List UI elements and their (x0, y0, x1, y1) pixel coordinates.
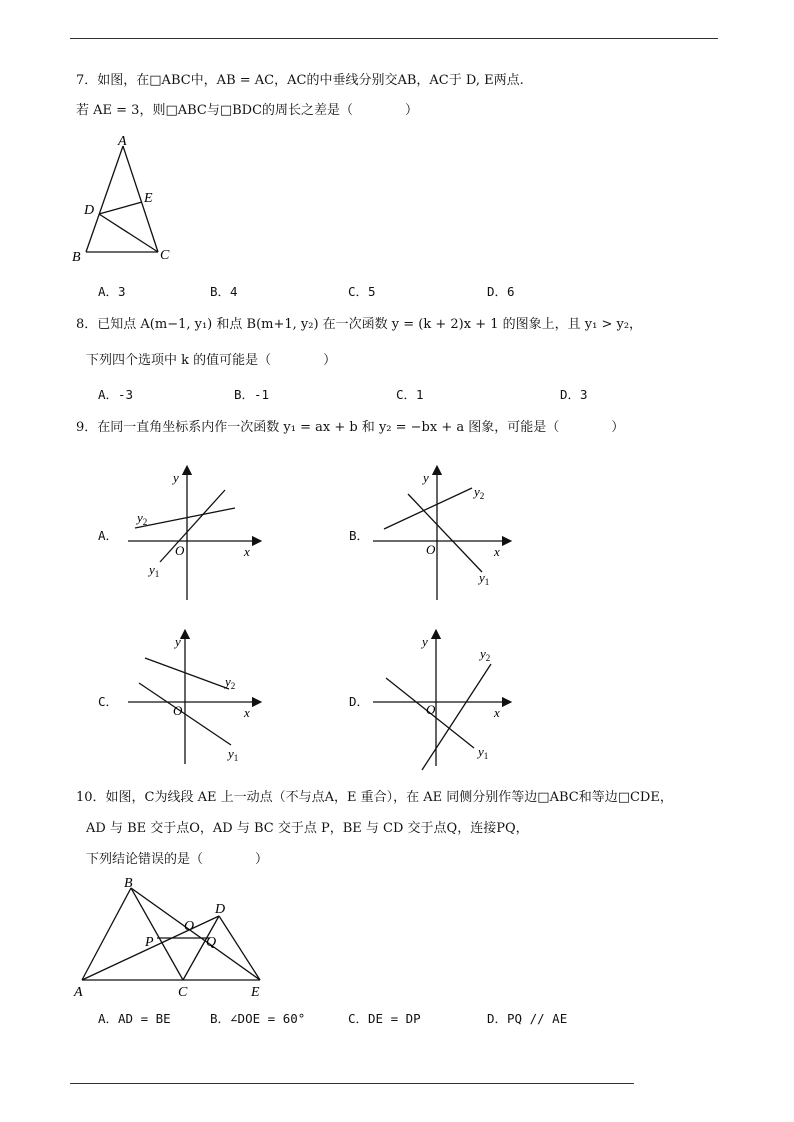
q7-line2: 若 AE = 3，则□ABC与□BDC的周长之差是（ ） (76, 103, 419, 118)
q9-graph-b-y-axis: y (423, 470, 429, 485)
q9-graph-d-y-axis: y (422, 634, 428, 649)
q7-label-A: A (118, 134, 127, 149)
q10-label-B: B (124, 876, 133, 891)
q9-graph-b-option[interactable]: B． (349, 528, 370, 543)
q9-graph-c-y-axis: y (175, 634, 181, 649)
q7-label-E: E (144, 191, 153, 206)
q9-graph-a-origin: O (175, 543, 185, 558)
footer-rule (70, 1083, 634, 1084)
q10-option-b[interactable]: B．∠DOE = 60° (210, 1011, 306, 1026)
q10-label-C: C (178, 985, 188, 1000)
q7-label-B: B (72, 250, 81, 265)
q7-option-c[interactable]: C．5 (348, 284, 376, 299)
q9-graph-d-y1-label: $y_1$ (478, 744, 489, 761)
q8-option-c[interactable]: C．1 (396, 387, 424, 402)
q10-line1: 10．如图，C为线段 AE 上一动点（不与点A，E 重合），在 AE 同侧分别作等边□ABC和等边□CDE， (76, 790, 673, 805)
q10-figure (70, 876, 270, 1001)
q9-graph-d-y2-label: $y_2$ (480, 646, 491, 663)
q7-option-b[interactable]: B．4 (210, 284, 238, 299)
q8-option-a[interactable]: A．-3 (98, 387, 134, 402)
q10-label-P: P (145, 935, 154, 950)
q9-graph-b-x-axis: x (494, 544, 500, 559)
q8-line2: 下列四个选项中 k 的值可能是（ ） (86, 353, 337, 368)
q9-graph-a (125, 462, 265, 607)
q7-line1: 7．如图，在□ABC中，AB = AC，AC的中垂线分别交AB，AC于 D, E两点. (76, 73, 524, 88)
q9-graph-b-origin: O (426, 542, 436, 557)
q9-graph-c-origin: O (173, 703, 183, 718)
q9-graph-d-origin: O (426, 702, 436, 717)
q10-label-E: E (251, 985, 260, 1000)
q8-option-b[interactable]: B．-1 (234, 387, 270, 402)
q7-label-D: D (84, 203, 95, 218)
q9-graph-d (370, 628, 515, 773)
q9-graph-a-x-axis: x (244, 544, 250, 559)
q10-label-O: O (184, 919, 195, 934)
q10-label-Q: Q (206, 935, 217, 950)
q10-option-d[interactable]: D．PQ // AE (487, 1011, 568, 1026)
q7-label-C: C (160, 248, 170, 263)
q10-option-a[interactable]: A．AD = BE (98, 1011, 171, 1026)
q8-line1: 8．已知点 A(m−1, y₁) 和点 B(m+1, y₂) 在一次函数 y = (k + 2)x + 1 的图象上，且 y₁ > y₂， (76, 317, 643, 332)
q9-graph-c-option[interactable]: C． (98, 694, 119, 709)
q7-option-a[interactable]: A．3 (98, 284, 126, 299)
q10-option-c[interactable]: C．DE = DP (348, 1011, 421, 1026)
q10-label-A: A (74, 985, 83, 1000)
q9-graph-d-option[interactable]: D． (349, 694, 370, 709)
q9-graph-c-y1-label: $y_1$ (228, 746, 239, 763)
q10-label-D: D (215, 902, 226, 917)
q8-option-d[interactable]: D．3 (560, 387, 588, 402)
q9-graph-d-x-axis: x (494, 705, 500, 720)
q9-graph-a-y1-label: $y_1$ (149, 562, 160, 579)
q9-graph-b-y2-label: $y_2$ (474, 484, 485, 501)
q9-graph-b-y1-label: $y_1$ (479, 570, 490, 587)
q9-graph-a-option[interactable]: A． (98, 528, 119, 543)
q9-graph-b (370, 462, 515, 607)
q9-graph-a-y-axis: y (173, 470, 179, 485)
q9-line1: 9．在同一直角坐标系内作一次函数 y₁ = ax + b 和 y₂ = −bx + a 图象，可能是（ ） (76, 420, 625, 435)
q10-line3: 下列结论错误的是（ ） (86, 852, 269, 867)
q7-option-d[interactable]: D．6 (487, 284, 515, 299)
q9-graph-a-y2-label: $y_2$ (137, 510, 148, 527)
header-rule (70, 38, 718, 39)
q10-line2: AD 与 BE 交于点O，AD 与 BC 交于点 P，BE 与 CD 交于点Q，连接PQ， (86, 821, 529, 836)
q9-graph-c-y2-label: $y_2$ (225, 674, 236, 691)
q9-graph-c (125, 628, 265, 773)
q7-triangle-figure (70, 132, 190, 267)
q9-graph-c-x-axis: x (244, 705, 250, 720)
